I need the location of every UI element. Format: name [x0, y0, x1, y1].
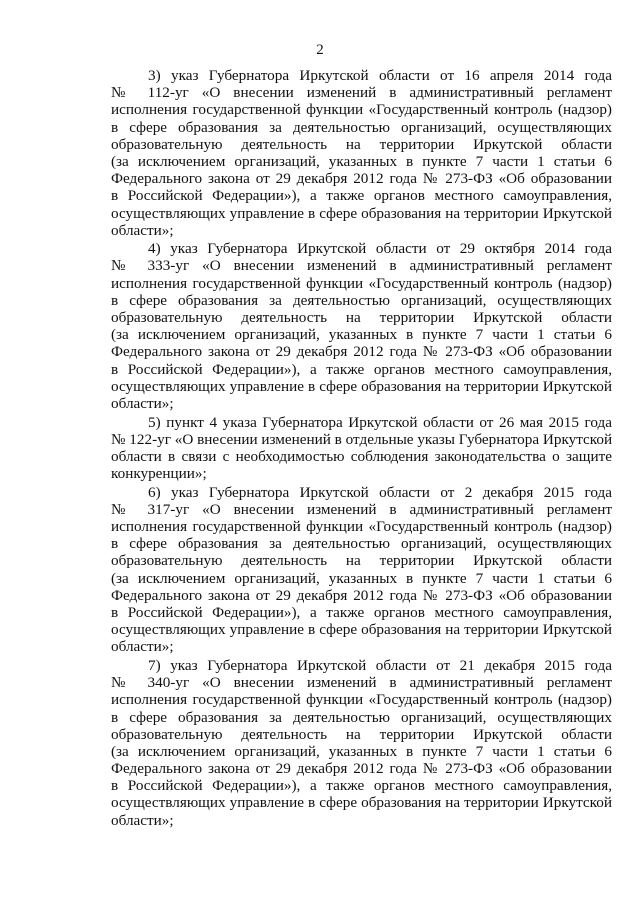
list-item-line: в сфере образования за деятельностью организаций, осуществляющих — [111, 535, 612, 553]
document-body — [111, 67, 612, 829]
list-item-line: Федерального закона от 29 декабря 2012 года № 273-ФЗ «Об образовании — [111, 760, 612, 778]
list-item-line: исполнения государственной функции «Государственный контроль (надзор) — [111, 691, 612, 709]
list-item-line: (за исключением организаций, указанных в пункте 7 части 1 статьи 6 — [111, 326, 612, 344]
list-item-line: в сфере образования за деятельностью организаций, осуществляющих — [111, 118, 612, 136]
list-item-line: (за исключением организаций, указанных в пункте 7 части 1 статьи 6 — [111, 152, 612, 170]
list-item-line: в Российской Федерации»), а также органов местного самоуправления, — [111, 777, 612, 795]
list-item-line: образовательную деятельность на территории Иркутской области — [111, 309, 612, 327]
list-item-line: № 333-уг «О внесении изменений в административный регламент — [111, 257, 612, 275]
list-item-line: № 317-уг «О внесении изменений в административный регламент — [111, 500, 612, 518]
list-item-line: области»; — [111, 811, 174, 829]
page-number: 2 — [316, 42, 324, 58]
list-item-line: Федерального закона от 29 декабря 2012 года № 273-ФЗ «Об образовании — [111, 586, 612, 604]
list-item-line: № 122-уг «О внесении изменений в отдельные указы Губернатора Иркутской — [111, 430, 613, 448]
list-item-line: осуществляющих управление в сфере образования на территории Иркутской — [111, 621, 612, 639]
list-item-line: образовательную деятельность на территории Иркутской области — [111, 552, 612, 570]
list-item-line: области»; — [111, 394, 174, 412]
list-item-first-line: 4) указ Губернатора Иркутской области от 29 октября 2014 года — [148, 240, 612, 258]
list-item-line: исполнения государственной функции «Государственный контроль (надзор) — [111, 518, 612, 536]
list-item-line: (за исключением организаций, указанных в пункте 7 части 1 статьи 6 — [111, 742, 612, 760]
list-item-line: осуществляющих управление в сфере образования на территории Иркутской — [111, 377, 612, 395]
list-item-first-line: 6) указ Губернатора Иркутской области от 2 декабря 2015 года — [148, 483, 612, 501]
list-item-line: № 112-уг «О внесении изменений в административный регламент — [111, 84, 612, 102]
list-item-line: № 340-уг «О внесении изменений в административный регламент — [111, 674, 612, 692]
list-item-line: конкуренции»; — [111, 465, 207, 483]
list-item-line: в сфере образования за деятельностью организаций, осуществляющих — [111, 291, 612, 309]
list-item-line: в Российской Федерации»), а также органов местного самоуправления, — [111, 603, 612, 621]
list-item-first-line: 7) указ Губернатора Иркутской области от 21 декабря 2015 года — [148, 656, 612, 674]
list-item-line: в Российской Федерации»), а также органов местного самоуправления, — [111, 360, 612, 378]
list-item-line: осуществляющих управление в сфере образования на территории Иркутской — [111, 794, 612, 812]
list-item-line: исполнения государственной функции «Государственный контроль (надзор) — [111, 101, 612, 119]
list-item-line: области»; — [111, 221, 174, 239]
list-item-line: образовательную деятельность на территории Иркутской области — [111, 725, 612, 743]
list-item-line: области в связи с необходимостью соблюдения законодательства о защите — [111, 447, 612, 465]
list-item-line: Федерального закона от 29 декабря 2012 года № 273-ФЗ «Об образовании — [111, 343, 612, 361]
list-item-line: осуществляющих управление в сфере образования на территории Иркутской — [111, 204, 612, 222]
list-item-line: исполнения государственной функции «Государственный контроль (надзор) — [111, 274, 612, 292]
list-item-line: в Российской Федерации»), а также органов местного самоуправления, — [111, 187, 612, 205]
list-item-line: области»; — [111, 638, 174, 656]
list-item-line: Федерального закона от 29 декабря 2012 года № 273-ФЗ «Об образовании — [111, 170, 612, 188]
list-item-line: образовательную деятельность на территории Иркутской области — [111, 135, 612, 153]
list-item-line: в сфере образования за деятельностью организаций, осуществляющих — [111, 708, 612, 726]
list-item-line: (за исключением организаций, указанных в пункте 7 части 1 статьи 6 — [111, 569, 612, 587]
list-item-first-line: 3) указ Губернатора Иркутской области от 16 апреля 2014 года — [148, 67, 612, 84]
list-item-first-line: 5) пункт 4 указа Губернатора Иркутской области от 26 мая 2015 года — [148, 413, 612, 431]
